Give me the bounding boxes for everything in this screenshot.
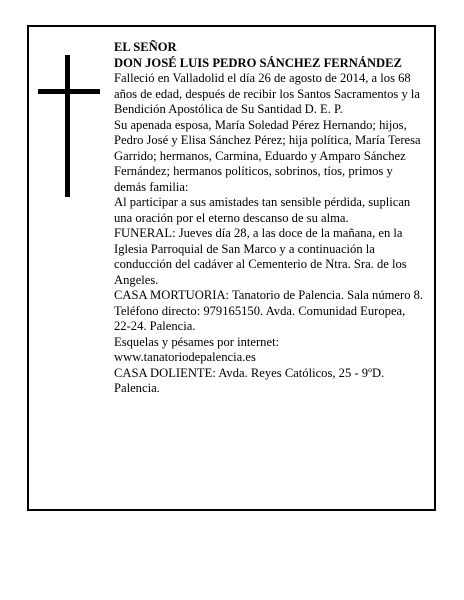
cross-horizontal-bar — [38, 89, 100, 94]
death-notice-paragraph: Falleció en Valladolid el día 26 de agosto de 2014, a los 68 años de edad, después de recibir los Santos Sacramentos y la Bendición Apostólica de Su Santidad D. E. P. — [114, 71, 421, 116]
funeral-paragraph: FUNERAL: Jueves día 28, a las doce de la mañana, en la Iglesia Parroquial de San Marco y a continuación la conducción del cadáver al Cementerio de Ntra. Sra. de los Angeles. — [114, 226, 407, 287]
deceased-name: DON JOSÉ LUIS PEDRO SÁNCHEZ FERNÁNDEZ — [114, 55, 402, 70]
prayer-request-paragraph: Al participar a sus amistades tan sensible pérdida, suplican una oración por el eterno descanso de su alma. — [114, 195, 411, 225]
cross-vertical-bar — [65, 55, 70, 197]
family-paragraph: Su apenada esposa, María Soledad Pérez Hernando; hijos, Pedro José y Elisa Sánchez Pérez; hija política, María Teresa Garrido; hermanos, Carmina, Eduardo y Amparo Sánchez Fernández; hermanos políticos, sobrinos, tíos, primos y demás familia: — [114, 117, 421, 194]
title-line-1: EL SEÑOR — [114, 40, 177, 54]
cross-icon — [38, 55, 100, 197]
obituary-text — [114, 40, 424, 397]
online-condolences-paragraph: Esquelas y pésames por internet: www.tanatoriodepalencia.es — [114, 334, 280, 364]
funeral-home-paragraph: CASA MORTUORIA: Tanatorio de Palencia. Sala número 8. Teléfono directo: 979165150. Avda. Comunidad Europea, 22-24. Palencia. — [114, 288, 424, 333]
family-home-paragraph: CASA DOLIENTE: Avda. Reyes Católicos, 25 - 9ºD. Palencia. — [114, 365, 385, 395]
